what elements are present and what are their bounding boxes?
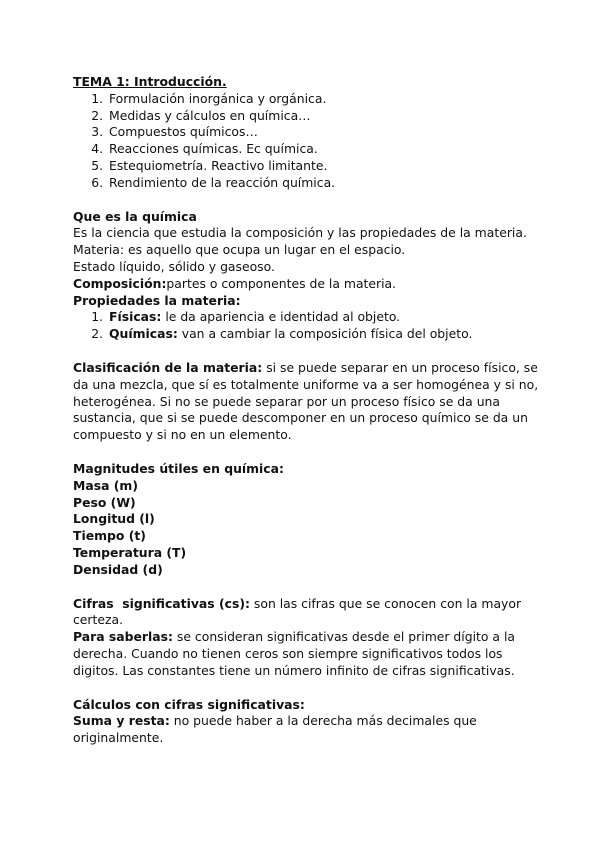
cifras-text: son las cifras que se conocen con la mayor certeza. [73, 595, 522, 628]
saberlas-paragraph [73, 629, 543, 679]
cifras-paragraph [73, 596, 543, 630]
topic-list [73, 91, 543, 192]
quimicas-label: Químicas: [109, 326, 178, 342]
magnitud-item: Peso (W) [73, 494, 136, 510]
composicion-label: Composición: [73, 275, 167, 291]
magnitud-item: Temperatura (T) [73, 544, 187, 560]
suma-paragraph [73, 713, 543, 747]
cifras-label: Cifras significativas (cs): [73, 595, 250, 611]
list-item [107, 326, 543, 343]
section-heading-que-es: Que es la química [73, 208, 197, 224]
estados-text: Estado líquido, sólido y gaseoso. [73, 258, 275, 274]
saberlas-text: se consideran significativas desde el primer dígito a la derecha. Cuando no tienen ceros son siempre significativos todos los digitos. Las constantes tiene un número infinito de cifras significativas. [73, 629, 515, 678]
fisicas-text: le da apariencia e identidad al objeto. [161, 309, 401, 325]
suma-label: Suma y resta: [73, 713, 170, 729]
propiedades-list [73, 309, 543, 343]
page-title: TEMA 1: Introducción. [73, 74, 227, 89]
saberlas-label: Para saberlas: [73, 629, 173, 645]
quimicas-text: van a cambiar la composición física del objeto. [177, 326, 473, 342]
list-item: 4. Reacciones químicas. Ec química. [107, 141, 543, 158]
magnitud-item: Tiempo (t) [73, 528, 146, 544]
list-item: 2. Medidas y cálculos en química… [107, 108, 543, 125]
clasificacion-paragraph [73, 360, 543, 444]
list-item: 5. Estequiometría. Reactivo limitante. [107, 158, 543, 175]
suma-text: no puede haber a la derecha más decimales que originalmente. [73, 713, 477, 746]
list-item [107, 309, 543, 326]
definition-text: Es la ciencia que estudia la composición y las propiedades de la materia. [73, 225, 527, 241]
magnitudes-heading: Magnitudes útiles en química: [73, 460, 284, 476]
magnitud-item: Longitud (l) [73, 511, 155, 527]
propiedades-heading: Propiedades la materia: [73, 292, 241, 308]
magnitud-item: Densidad (d) [73, 561, 163, 577]
list-item: 6. Rendimiento de la reacción química. [107, 175, 543, 192]
document-page [73, 74, 543, 747]
list-item: 1. Formulación inorgánica y orgánica. [107, 91, 543, 108]
list-item: 3. Compuestos químicos… [107, 124, 543, 141]
composicion-paragraph [73, 276, 543, 293]
materia-text: Materia: es aquello que ocupa un lugar en el espacio. [73, 242, 406, 258]
magnitud-item: Masa (m) [73, 477, 138, 493]
clasificacion-text: si se puede separar en un proceso físico, se da una mezcla, que sí es totalmente uniforme va a ser homogénea y si no, heterogénea. Si no se puede separar por un proceso físico se da una sustancia, que si se puede descomponer en un proceso químico se da un compuesto y si no en un elemento. [73, 359, 539, 443]
fisicas-label: Físicas: [109, 309, 162, 325]
calculos-heading: Cálculos con cifras significativas: [73, 696, 305, 712]
composicion-text: partes o componentes de la materia. [166, 275, 397, 291]
clasificacion-label: Clasificación de la materia: [73, 359, 263, 375]
